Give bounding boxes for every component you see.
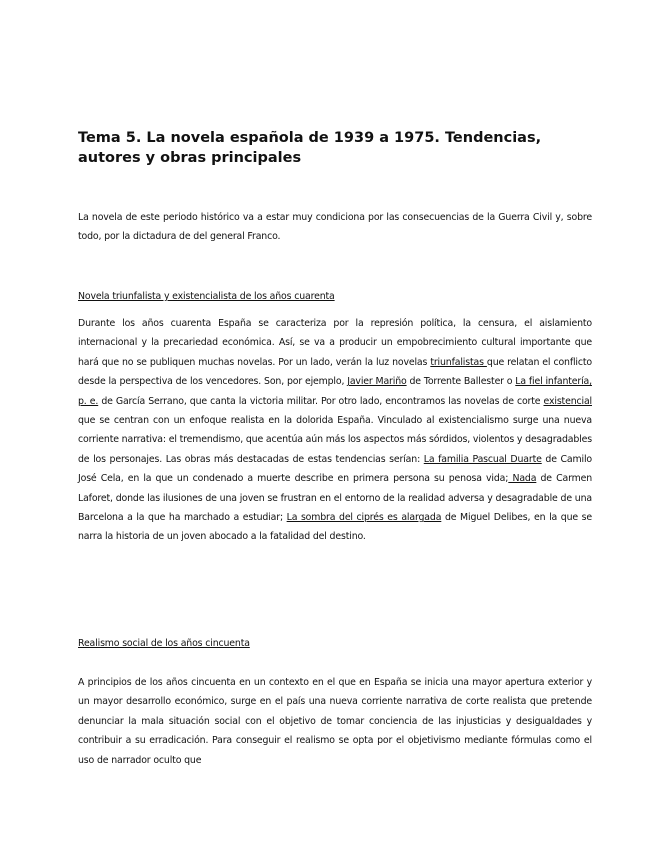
- document-title: Tema 5. La novela española de 1939 a 1975. Tendencias, autores y obras principales: [78, 130, 542, 166]
- underlined-term-existencial: existencial: [543, 395, 592, 407]
- text-run: Durante los años cuarenta España se caracteriza por la represión política, la censura, el aislamiento internacional y la precariedad económica. Así, se va a producir un empobrecimiento cultural importante que hará que no se publiquen muchas novelas. Por un lado, verán la luz novelas: [78, 318, 592, 368]
- underlined-title-pascual-duarte: La familia Pascual Duarte: [423, 453, 542, 465]
- intro-paragraph: La novela de este periodo histórico va a estar muy condiciona por las consecuencias de la Guerra Civil y, sobre todo, por la dictadura de del general Franco.: [78, 212, 592, 243]
- text-run: de Torrente Ballester o: [406, 376, 516, 388]
- underlined-title-nada: Nada: [508, 473, 537, 485]
- text-run: de Camilo José Cela, en la que un condenado a muerte describe en primera persona su penosa vida;: [78, 453, 592, 485]
- text-run: de Miguel Delibes, en la que se narra la historia de un joven abocado a la fatalidad del destino.: [78, 512, 592, 543]
- underlined-title-la-sombra-del-cipres: La sombra del ciprés es alargada: [286, 512, 442, 524]
- section-paragraph-forties: [78, 314, 592, 547]
- text-run: de Carmen Laforet, donde las ilusiones de una joven se frustran en el entorno de la realidad adversa y desagradable de una Barcelona a la que ha marchado a estudiar;: [78, 473, 592, 524]
- underlined-title-la-fiel-infanteria: La fiel infantería, p. e.: [78, 376, 592, 407]
- underlined-title-javier-marino: Javier Mariño: [347, 376, 407, 388]
- text-run: que se centran con un enfoque realista en la dolorida España. Vinculado al existencialismo surge una nueva corriente narrativa: el tremendismo, que acentúa aún más los aspectos más sórdidos, violentos y desagradables de los personajes. Las obras más destacadas de estas tendencias serían:: [78, 415, 592, 465]
- section-paragraph-fifties: A principios de los años cincuenta en un contexto en el que en España se inicia una mayor apertura exterior y un mayor desarrollo económico, surge en el país una nueva corriente narrativa de corte realista que pretende denunciar la mala situación social con el objetivo de tomar conciencia de las injusticias y desigualdades y contribuir a su erradicación. Para conseguir el realismo se opta por el objetivismo mediante fórmulas como el uso de narrador oculto que: [78, 677, 592, 766]
- text-run: de García Serrano, que canta la victoria militar. Por otro lado, encontramos las novelas de corte: [98, 395, 544, 407]
- text-run: que relatan el conflicto desde la perspectiva de los vencedores. Son, por ejemplo,: [78, 356, 593, 388]
- underlined-term-triunfalistas: triunfalistas: [430, 356, 487, 368]
- section-heading-forties: Novela triunfalista y existencialista de los años cuarenta: [78, 291, 335, 302]
- section-heading-fifties: Realismo social de los años cincuenta: [78, 638, 250, 649]
